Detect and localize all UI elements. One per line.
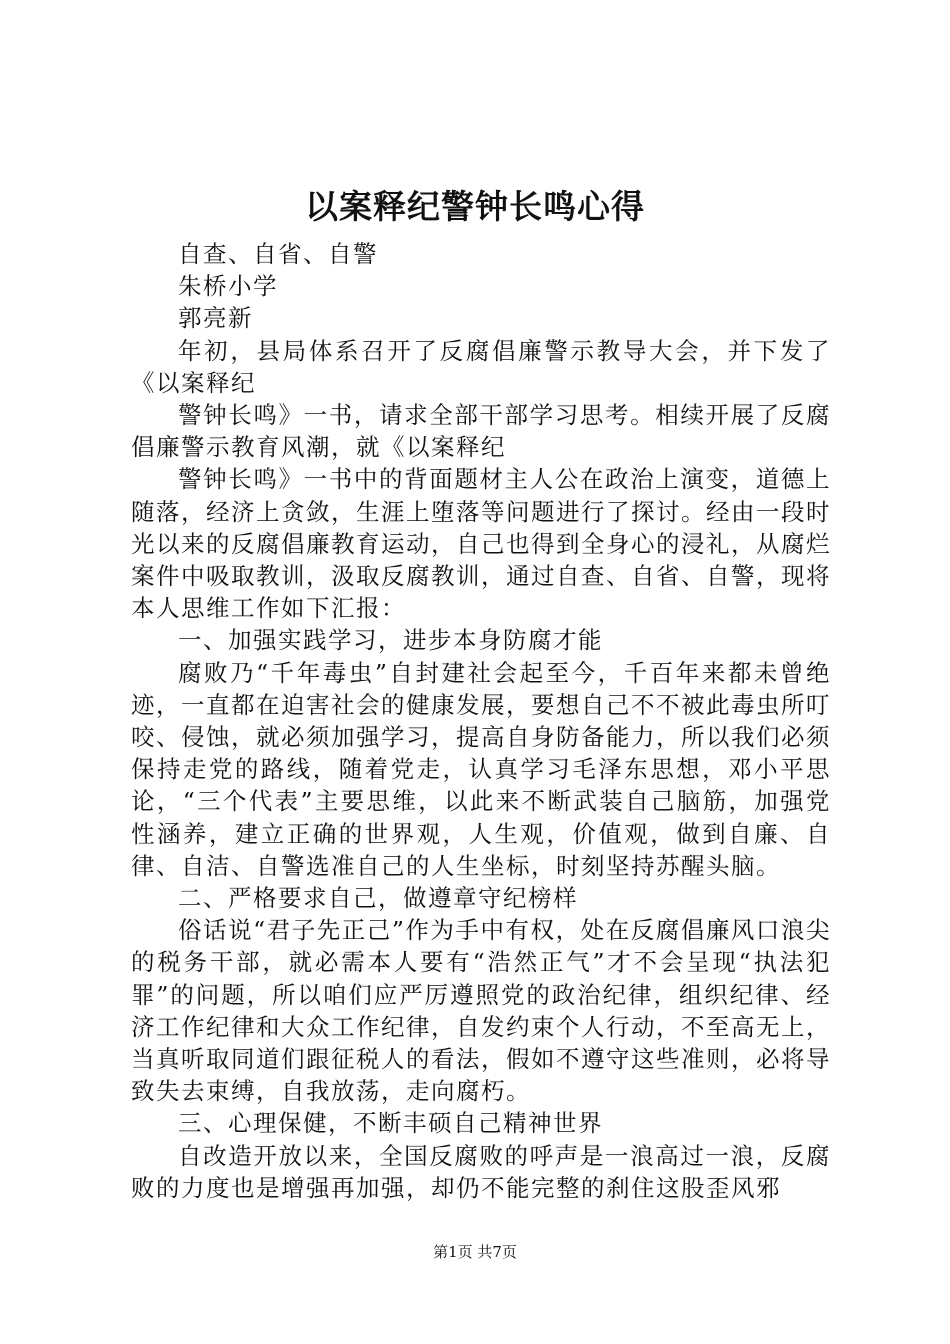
paragraph-school: 朱桥小学: [178, 272, 278, 301]
paragraph: 警钟长鸣》一书，请求全部干部学习思考。相续开展了反腐倡廉警示教育风潮，就《以案释纪: [131, 401, 831, 462]
paragraph-author: 郭亮新: [178, 304, 253, 333]
document-body: [131, 238, 831, 1204]
page-number-footer: 第1页 共7页: [433, 1243, 517, 1261]
section-heading: 三、心理保健，不断丰硕自己精神世界: [178, 1109, 603, 1138]
document-title: 以案释纪警钟长鸣心得: [305, 187, 645, 226]
paragraph: 警钟长鸣》一书中的背面题材主人公在政治上演变，道德上随落，经济上贪敛，生涯上堕落等问题进行了探讨。经由一段时光以来的反腐倡廉教育运动，自己也得到全身心的浸礼，从腐烂案件中吸取教训，汲取反腐教训，通过自查、自省、自警，现将本人思维工作如下汇报：: [131, 465, 831, 623]
paragraph: 腐败乃“千年毒虫”自封建社会起至今，千百年来都未曾绝迹，一直都在迫害社会的健康发展，要想自己不不被此毒虫所叮咬、侵蚀，就必须加强学习，提高自身防备能力，所以我们必须保持走党的路线，随着党走，认真学习毛泽东思想，邓小平思论，“三个代表”主要思维，以此来不断武装自己脑筋，加强党性涵养，建立正确的世界观，人生观，价值观，做到自廉、自律、自洁、自警选准自己的人生坐标，时刻坚持苏醒头脑。: [131, 658, 831, 880]
paragraph-subtitle: 自查、自省、自警: [178, 240, 378, 268]
paragraph: 俗话说“君子先正己”作为手中有权，处在反腐倡廉风口浪尖的税务干部，就必需本人要有“浩然正气”才不会呈现“执法犯罪”的问题，所以咱们应严厉遵照党的政治纪律，组织纪律、经济工作纪律和大众工作纪律，自发约束个人行动，不至高无上，当真听取同道们跟征税人的看法，假如不遵守这些准则，必将导致失去束缚，自我放荡，走向腐朽。: [131, 916, 831, 1106]
section-heading: 二、严格要求自己，做遵章守纪榜样: [178, 884, 578, 913]
section-heading: 一、加强实践学习，进步本身防腐才能: [178, 626, 603, 655]
paragraph: 年初，县局体系召开了反腐倡廉警示教导大会，并下发了《以案释纪: [131, 336, 831, 397]
paragraph: 自改造开放以来，全国反腐败的呼声是一浪高过一浪，反腐败的力度也是增强再加强，却仍不能完整的刹住这股歪风邪: [131, 1141, 831, 1202]
